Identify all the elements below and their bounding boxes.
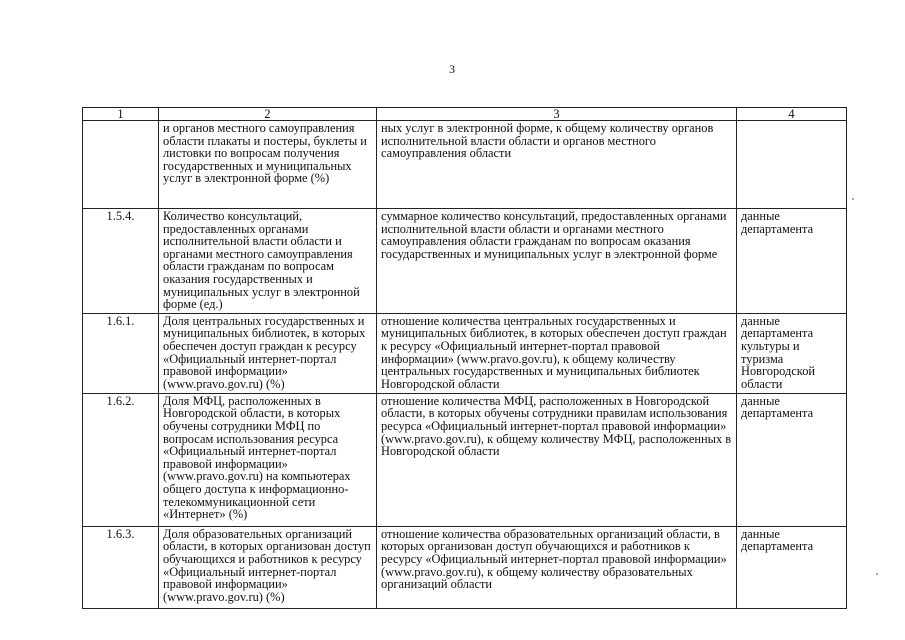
scan-speck: [852, 198, 854, 200]
method-cell: суммарное количество консультаций, предоставленных органами исполнительной власти области и органами местного самоуправления области гражданам по вопросам оказания государственных и муниципальных услуг в электронной форме: [377, 209, 737, 314]
row-number: 1.6.1.: [83, 313, 159, 393]
source-cell: данные департамента культуры и туризма Новгородской области: [737, 313, 847, 393]
indicator-cell: и органов местного самоуправления области плакаты и постеры, буклеты и листовки по вопросам получения государственных и муниципальных услуг в электронной форме (%): [159, 121, 377, 209]
header-col-1: 1: [83, 108, 159, 121]
source-cell: данные департамента: [737, 393, 847, 526]
method-cell: отношение количества МФЦ, расположенных в Новгородской области, в которых обучены сотрудники правилам использования ресурса «Официальный интернет-портал правовой информации» (www.pravo.gov.ru), к общему количеству МФЦ, расположенных в Новгородской области: [377, 393, 737, 526]
page-number: 3: [449, 62, 455, 76]
row-number: 1.5.4.: [83, 209, 159, 314]
table-row: [83, 209, 847, 314]
indicator-cell: Доля центральных государственных и муниципальных библиотек, в которых обеспечен доступ граждан к ресурсу «Официальный интернет-портал правовой информации» (www.pravo.gov.ru) (%): [159, 313, 377, 393]
method-cell: отношение количества центральных государственных и муниципальных библиотек, в которых обеспечен доступ граждан к ресурсу «Официальный интернет-портал правовой информации» (www.pravo.gov.ru), к общему количеству центральных государственных и муниципальных библиотек Новгородской области: [377, 313, 737, 393]
source-cell: [737, 121, 847, 209]
method-cell: отношение количества образовательных организаций области, в которых организован доступ обучающихся и работников к ресурсу «Официальный интернет-портал правовой информации» (www.pravo.gov.ru), к общему количеству образовательных организаций области: [377, 526, 737, 608]
table-row: [83, 121, 847, 209]
indicator-cell: Количество консультаций, предоставленных органами исполнительной власти области и органами местного самоуправления области гражданам по вопросам оказания государственных и муниципальных услуг в электронной форме (ед.): [159, 209, 377, 314]
table-row: [83, 526, 847, 608]
source-cell: данные департамента: [737, 526, 847, 608]
header-col-2: 2: [159, 108, 377, 121]
indicator-cell: Доля образовательных организаций области, в которых организован доступ обучающихся и работников к ресурсу «Официальный интернет-портал правовой информации» (www.pravo.gov.ru) (%): [159, 526, 377, 608]
header-col-4: 4: [737, 108, 847, 121]
table-header-row: [83, 108, 847, 121]
indicator-cell: Доля МФЦ, расположенных в Новгородской области, в которых обучены сотрудники МФЦ по вопросам использования ресурса «Официальный интернет-портал правовой информации» (www.pravo.gov.ru) на компьютерах общего доступа к информационно-телекоммуникационной сети «Интернет» (%): [159, 393, 377, 526]
scan-speck: [876, 573, 878, 575]
row-number: 1.6.3.: [83, 526, 159, 608]
source-cell: данные департамента: [737, 209, 847, 314]
table-row: [83, 313, 847, 393]
row-number: [83, 121, 159, 209]
row-number: 1.6.2.: [83, 393, 159, 526]
indicators-table: [82, 107, 847, 609]
header-col-3: 3: [377, 108, 737, 121]
method-cell: ных услуг в электронной форме, к общему количеству органов исполнительной власти области и органов местного самоуправления области: [377, 121, 737, 209]
table-row: [83, 393, 847, 526]
